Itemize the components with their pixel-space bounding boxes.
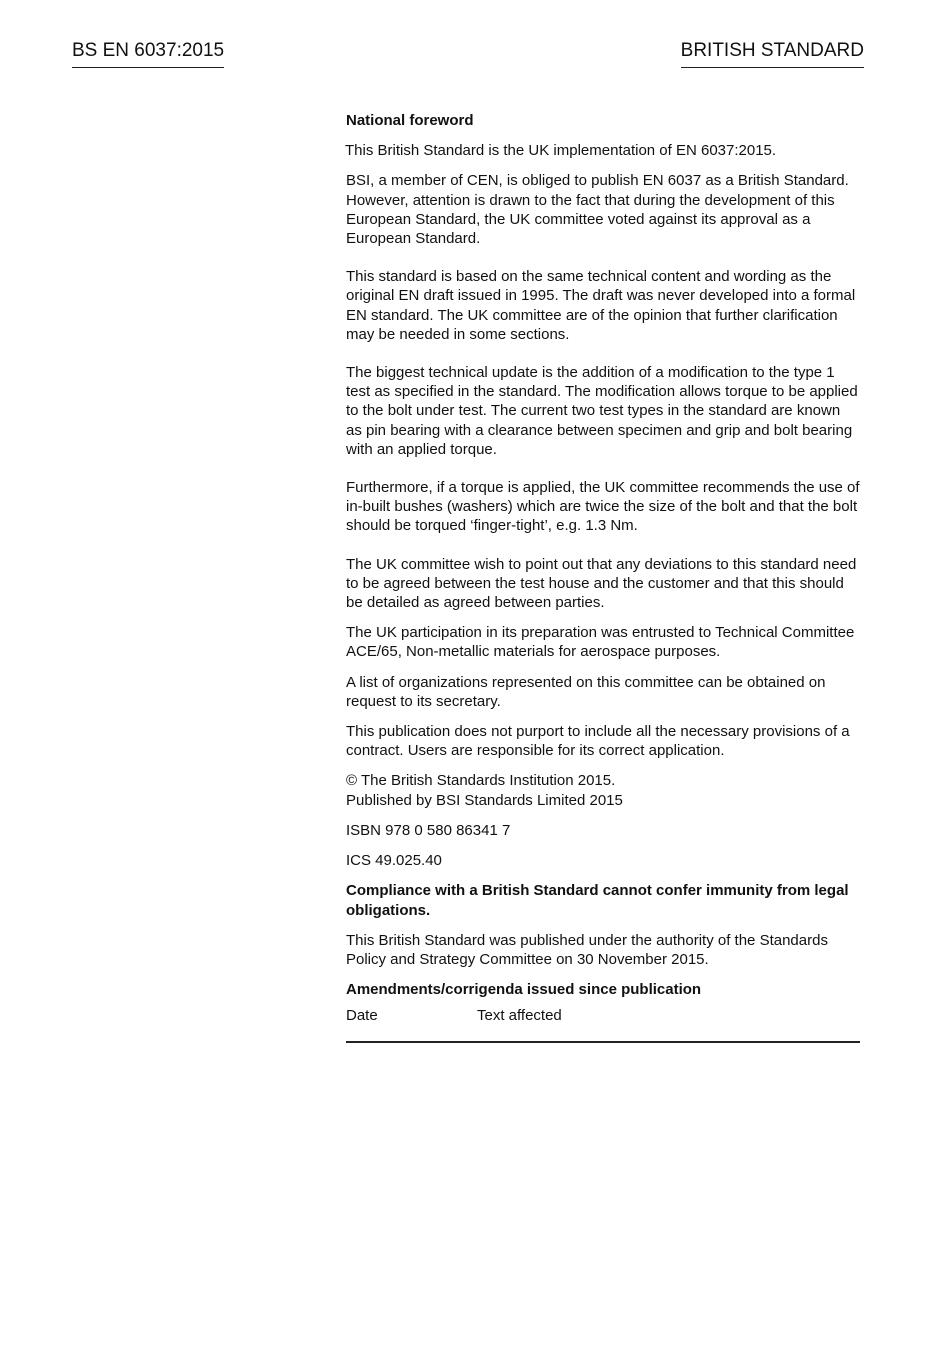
compliance-notice: Compliance with a British Standard cannot confer immunity from legal obligations. bbox=[346, 882, 849, 919]
ics-code: ICS 49.025.40 bbox=[346, 852, 442, 870]
authority-statement: This British Standard was published under the authority of the Standards Policy and Strategy Committee on 30 November 2015. bbox=[346, 931, 828, 968]
foreword-paragraph-3: The biggest technical update is the addition of a modification to the type 1 test as specified in the standard. The modification allows torque to be applied to the bolt under test. The current two test types in the standard are known as pin bearing with a clearance between specimen and grip and bolt bearing with an applied torque. bbox=[346, 364, 858, 458]
doc-number-header: BS EN 6037:2015 bbox=[72, 38, 224, 68]
foreword-paragraph-7: A list of organizations represented on this committee can be obtained on request to its secretary. bbox=[346, 673, 826, 710]
amendments-col-date: Date bbox=[346, 1007, 378, 1025]
foreword-paragraph-8: This publication does not purport to include all the necessary provisions of a contract. Users are responsible for its correct application. bbox=[346, 723, 850, 760]
publisher-line: Published by BSI Standards Limited 2015 bbox=[346, 791, 623, 809]
isbn: ISBN 978 0 580 86341 7 bbox=[346, 821, 511, 839]
amendments-col-text: Text affected bbox=[477, 1007, 562, 1025]
foreword-paragraph-1: BSI, a member of CEN, is obliged to publish EN 6037 as a British Standard. However, attention is drawn to the fact that during the development of this European Standard, the UK committee voted against its approval as a European Standard. bbox=[346, 172, 849, 248]
foreword-intro: This British Standard is the UK implementation of EN 6037:2015. bbox=[345, 142, 777, 160]
foreword-title: National foreword bbox=[346, 112, 474, 129]
foreword-paragraph-2: This standard is based on the same technical content and wording as the original EN draft issued in 1995. The draft was never developed into a formal EN standard. The UK committee are of the opinion that further clarification may be needed in some sections. bbox=[346, 268, 856, 343]
standard-type-header: BRITISH STANDARD bbox=[681, 38, 864, 68]
amendments-heading: Amendments/corrigenda issued since publication bbox=[346, 981, 702, 999]
foreword-paragraph-6: The UK participation in its preparation was entrusted to Technical Committee ACE/65, Non-metallic materials for aerospace purposes. bbox=[346, 624, 855, 661]
foreword-paragraph-4: Furthermore, if a torque is applied, the UK committee recommends the use of in-built bushes (washers) which are twice the size of the bolt and that the bolt should be torqued ‘finger-tight’, e.g. 1.3 Nm. bbox=[346, 479, 860, 535]
amendments-table-header bbox=[346, 1006, 860, 1042]
copyright-line: © The British Standards Institution 2015. bbox=[346, 772, 616, 790]
national-foreword bbox=[346, 111, 860, 1043]
foreword-paragraph-5: The UK committee wish to point out that any deviations to this standard need to be agreed between the test house and the customer and that this should be detailed as agreed between parties. bbox=[346, 555, 857, 612]
